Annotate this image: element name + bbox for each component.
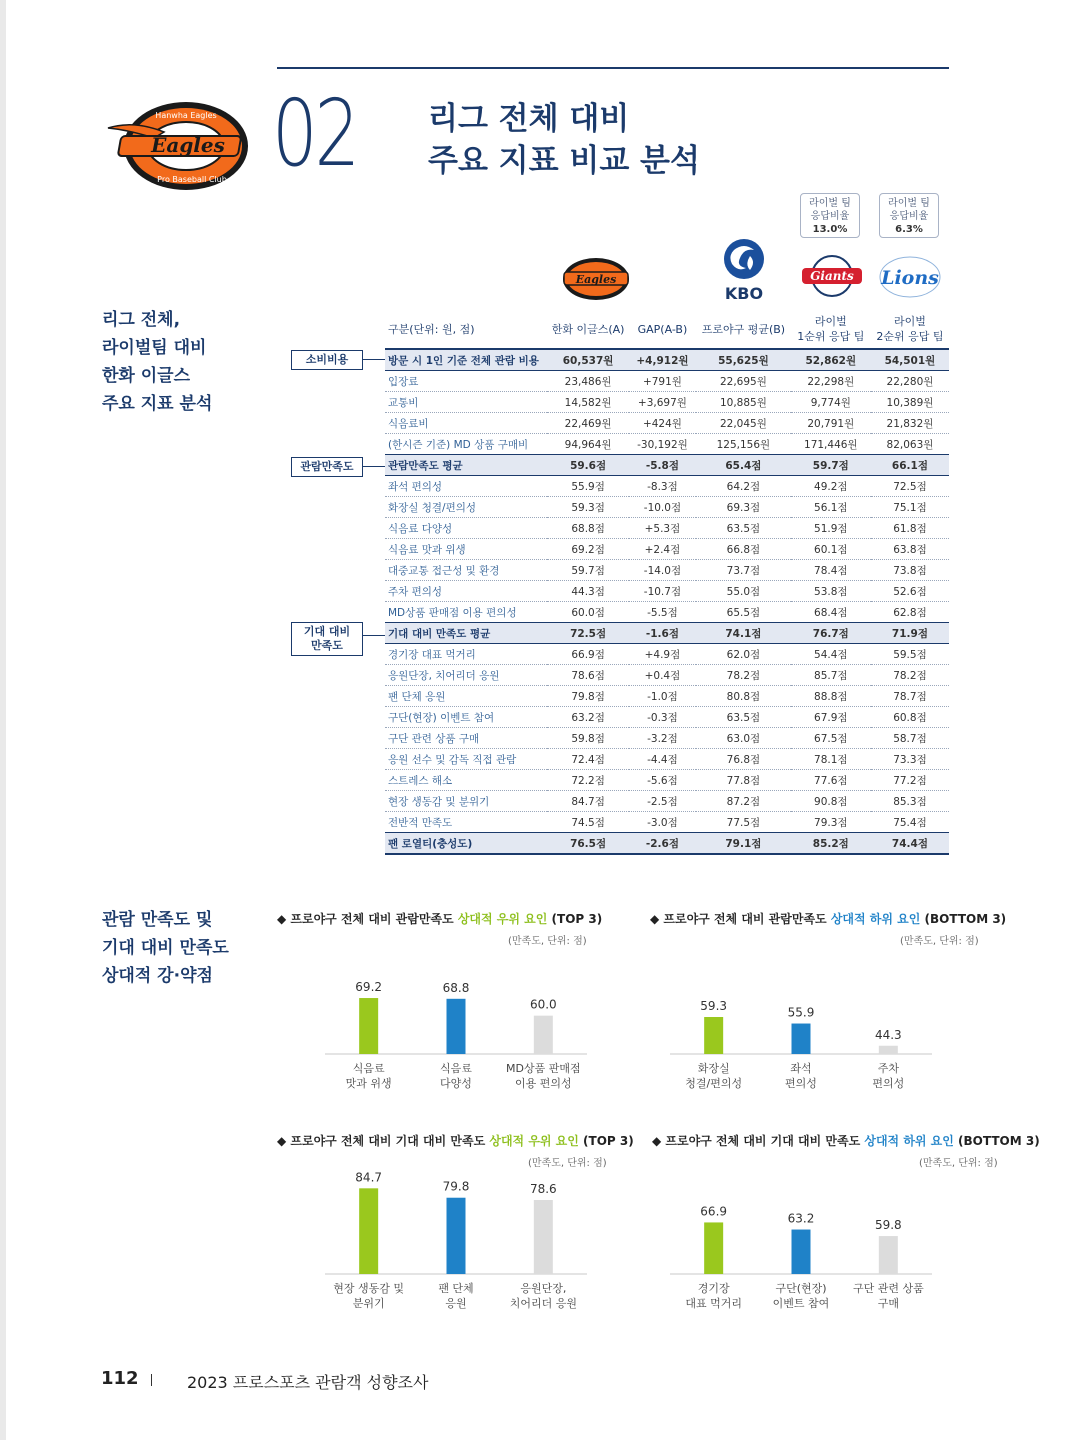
table-header-row bbox=[385, 310, 949, 349]
gap-value: +3,697원 bbox=[629, 392, 696, 413]
chart3-title bbox=[277, 1132, 634, 1149]
rival1-value: 85.7점 bbox=[791, 665, 871, 686]
chart-title-highlight: 상대적 하위 요인 bbox=[864, 1134, 954, 1148]
chart-bar bbox=[792, 1024, 811, 1054]
lions-logo-text: Lions bbox=[881, 267, 939, 289]
kbo-logo bbox=[716, 236, 772, 304]
rival2-response-line1: 라이벌 팀 bbox=[888, 198, 930, 209]
chart-value-label: 68.8 bbox=[442, 980, 470, 995]
table-row bbox=[385, 791, 949, 812]
hanwha-value: 55.9점 bbox=[547, 476, 628, 497]
chart-category-label: 식음료 맛과 위생 bbox=[345, 1062, 392, 1090]
table-header-league-avg: 프로야구 평균(B) bbox=[696, 310, 791, 349]
rival1-value: 85.2점 bbox=[791, 833, 871, 855]
rival2-value: 62.8점 bbox=[871, 602, 949, 623]
hanwha-value: 68.8점 bbox=[547, 518, 628, 539]
gap-value: -10.7점 bbox=[629, 581, 696, 602]
side-heading-line: 상대적 강·약점 bbox=[102, 966, 213, 986]
league-avg-value: 77.5점 bbox=[696, 812, 791, 833]
chart-value-label: 59.8 bbox=[874, 1218, 902, 1233]
side-heading-line: 한화 이글스 bbox=[102, 366, 191, 386]
chart2-svg bbox=[670, 950, 932, 1100]
league-avg-value: 73.7점 bbox=[696, 560, 791, 581]
gap-value: +5.3점 bbox=[629, 518, 696, 539]
chart1-title bbox=[277, 910, 602, 927]
rival1-value: 60.1점 bbox=[791, 539, 871, 560]
league-avg-value: 79.1점 bbox=[696, 833, 791, 855]
gap-value: -5.5점 bbox=[629, 602, 696, 623]
rival2-value: 85.3점 bbox=[871, 791, 949, 812]
table-row bbox=[385, 476, 949, 497]
chart-title-highlight: 상대적 하위 요인 bbox=[830, 912, 921, 926]
hanwha-value: 78.6점 bbox=[547, 665, 628, 686]
chart-bar bbox=[359, 1188, 378, 1274]
rival2-value: 22,280원 bbox=[871, 371, 949, 392]
chart2-unit: (만족도, 단위: 점) bbox=[900, 936, 979, 947]
league-avg-value: 66.8점 bbox=[696, 539, 791, 560]
gap-value: -3.2점 bbox=[629, 728, 696, 749]
league-avg-value: 63.0점 bbox=[696, 728, 791, 749]
row-label: 방문 시 1인 기준 전체 관람 비용 bbox=[385, 349, 547, 371]
logo-bottom-text: Pro Baseball Club bbox=[157, 175, 227, 184]
row-label: (한시즌 기준) MD 상품 구매비 bbox=[385, 434, 547, 455]
chart-category-label: 경기장 대표 먹거리 bbox=[685, 1282, 742, 1310]
row-label: MD상품 판매점 이용 편의성 bbox=[385, 602, 547, 623]
rival1-value: 22,298원 bbox=[791, 371, 871, 392]
chart2-title bbox=[650, 910, 1006, 927]
league-avg-value: 55.0점 bbox=[696, 581, 791, 602]
chart-bar bbox=[534, 1016, 553, 1054]
rival1-value: 88.8점 bbox=[791, 686, 871, 707]
table-row bbox=[385, 455, 949, 476]
table-row bbox=[385, 497, 949, 518]
section-title bbox=[428, 98, 700, 182]
league-avg-value: 78.2점 bbox=[696, 665, 791, 686]
chart-title-suffix: (BOTTOM 3) bbox=[920, 912, 1007, 926]
league-avg-value: 80.8점 bbox=[696, 686, 791, 707]
league-avg-value: 64.2점 bbox=[696, 476, 791, 497]
gap-value: -5.6점 bbox=[629, 770, 696, 791]
row-label: 좌석 편의성 bbox=[385, 476, 547, 497]
chart-category-label: 현장 생동감 및 분위기 bbox=[333, 1282, 405, 1310]
table-row bbox=[385, 833, 949, 855]
rival2-response-value: 6.3% bbox=[895, 224, 923, 235]
chart-bar bbox=[704, 1017, 723, 1054]
table-header-gap: GAP(A-B) bbox=[629, 310, 696, 349]
league-avg-value: 77.8점 bbox=[696, 770, 791, 791]
hanwha-value: 14,582원 bbox=[547, 392, 628, 413]
chart-category-label: 팬 단체 응원 bbox=[438, 1282, 474, 1310]
section-number: 02 bbox=[272, 80, 358, 187]
hanwha-value: 59.6점 bbox=[547, 455, 628, 476]
rival1-response-line1: 라이벌 팀 bbox=[809, 198, 851, 209]
rival1-value: 53.8점 bbox=[791, 581, 871, 602]
hanwha-value: 23,486원 bbox=[547, 371, 628, 392]
side-heading-line: 라이벌팀 대비 bbox=[102, 338, 207, 358]
rival1-value: 78.4점 bbox=[791, 560, 871, 581]
rival2-response-box bbox=[879, 193, 939, 238]
giants-logo-text: Giants bbox=[810, 269, 854, 283]
rival2-value: 77.2점 bbox=[871, 770, 949, 791]
publication-title: 2023 프로스포츠 관람객 성향조사 bbox=[187, 1373, 429, 1392]
chart-category-label: 구단(현장) 이벤트 참여 bbox=[772, 1282, 830, 1310]
league-avg-value: 63.5점 bbox=[696, 518, 791, 539]
chart-value-label: 44.3 bbox=[874, 1027, 902, 1042]
comparison-table bbox=[385, 310, 949, 855]
row-label: 화장실 청결/편의성 bbox=[385, 497, 547, 518]
chart-title-suffix: (BOTTOM 3) bbox=[953, 1134, 1040, 1148]
table-header-rival1: 라이벌 1순위 응답 팀 bbox=[791, 310, 871, 349]
rival1-value: 52,862원 bbox=[791, 349, 871, 371]
table-row bbox=[385, 623, 949, 644]
gap-value: +791원 bbox=[629, 371, 696, 392]
rival2-value: 73.3점 bbox=[871, 749, 949, 770]
table-row bbox=[385, 812, 949, 833]
rival2-value: 75.4점 bbox=[871, 812, 949, 833]
table-row bbox=[385, 392, 949, 413]
giants-logo bbox=[800, 254, 864, 300]
table-row bbox=[385, 434, 949, 455]
top-rule bbox=[277, 67, 949, 69]
table-row bbox=[385, 413, 949, 434]
rival2-value: 78.7점 bbox=[871, 686, 949, 707]
gap-value: +424원 bbox=[629, 413, 696, 434]
chart-bar bbox=[359, 998, 378, 1054]
gap-value: +4.9점 bbox=[629, 644, 696, 665]
rival1-value: 56.1점 bbox=[791, 497, 871, 518]
gap-value: -3.0점 bbox=[629, 812, 696, 833]
hanwha-value: 60,537원 bbox=[547, 349, 628, 371]
league-avg-value: 65.5점 bbox=[696, 602, 791, 623]
table-row bbox=[385, 602, 949, 623]
league-avg-value: 87.2점 bbox=[696, 791, 791, 812]
gap-value: -10.0점 bbox=[629, 497, 696, 518]
hanwha-value: 69.2점 bbox=[547, 539, 628, 560]
chart-value-label: 63.2 bbox=[787, 1211, 815, 1226]
rival2-value: 78.2점 bbox=[871, 665, 949, 686]
table-header-rival2: 라이벌 2순위 응답 팀 bbox=[871, 310, 949, 349]
chart-category-label: MD상품 판매점 이용 편의성 bbox=[506, 1062, 581, 1090]
hanwha-value: 72.5점 bbox=[547, 623, 628, 644]
row-label: 식음료 맛과 위생 bbox=[385, 539, 547, 560]
chart3-unit: (만족도, 단위: 점) bbox=[528, 1158, 607, 1169]
rival1-value: 171,446원 bbox=[791, 434, 871, 455]
table-row bbox=[385, 770, 949, 791]
table-row bbox=[385, 665, 949, 686]
chart4-svg bbox=[670, 1170, 932, 1320]
category-tag-expectation: 기대 대비 만족도 bbox=[291, 622, 363, 656]
chart-category-label: 화장실 청결/편의성 bbox=[685, 1062, 743, 1090]
chart-bar bbox=[447, 1198, 466, 1274]
league-avg-value: 63.5점 bbox=[696, 707, 791, 728]
rival2-value: 73.8점 bbox=[871, 560, 949, 581]
row-label: 전반적 만족도 bbox=[385, 812, 547, 833]
table-row bbox=[385, 539, 949, 560]
category-tag-satisfaction: 관람만족도 bbox=[291, 457, 363, 477]
rival2-value: 21,832원 bbox=[871, 413, 949, 434]
table-header-category: 구분(단위: 원, 점) bbox=[385, 310, 547, 349]
row-label: 교통비 bbox=[385, 392, 547, 413]
league-avg-value: 62.0점 bbox=[696, 644, 791, 665]
row-label: 응원단장, 치어리더 응원 bbox=[385, 665, 547, 686]
table-row bbox=[385, 686, 949, 707]
side-heading-charts bbox=[102, 906, 229, 990]
row-label: 경기장 대표 먹거리 bbox=[385, 644, 547, 665]
rival1-value: 67.9점 bbox=[791, 707, 871, 728]
hanwha-value: 72.4점 bbox=[547, 749, 628, 770]
chart-title-prefix: ◆ 프로야구 전체 대비 기대 대비 만족도 bbox=[277, 1134, 490, 1148]
gap-value: +2.4점 bbox=[629, 539, 696, 560]
gap-value: -30,192원 bbox=[629, 434, 696, 455]
page-number: 112 bbox=[101, 1368, 139, 1389]
chart-category-label: 좌석 편의성 bbox=[785, 1062, 817, 1090]
table-header-hanwha: 한화 이글스(A) bbox=[547, 310, 628, 349]
rival1-response-line2: 응답비율 bbox=[810, 211, 850, 222]
rival2-value: 72.5점 bbox=[871, 476, 949, 497]
gap-value: +0.4점 bbox=[629, 665, 696, 686]
lions-logo bbox=[876, 254, 944, 300]
rival2-value: 52.6점 bbox=[871, 581, 949, 602]
league-avg-value: 55,625원 bbox=[696, 349, 791, 371]
table-row bbox=[385, 749, 949, 770]
hanwha-value: 22,469원 bbox=[547, 413, 628, 434]
rival2-value: 59.5점 bbox=[871, 644, 949, 665]
league-avg-value: 22,045원 bbox=[696, 413, 791, 434]
chart-category-label: 응원단장, 치어리더 응원 bbox=[509, 1282, 577, 1310]
chart1-unit: (만족도, 단위: 점) bbox=[508, 936, 587, 947]
rival1-value: 51.9점 bbox=[791, 518, 871, 539]
rival1-value: 54.4점 bbox=[791, 644, 871, 665]
table-row bbox=[385, 728, 949, 749]
chart1-svg bbox=[325, 950, 587, 1100]
rival2-value: 60.8점 bbox=[871, 707, 949, 728]
chart-title-prefix: ◆ 프로야구 전체 대비 기대 대비 만족도 bbox=[652, 1134, 865, 1148]
side-heading-line: 주요 지표 분석 bbox=[102, 394, 213, 414]
logo-top-text: Hanwha Eagles bbox=[155, 111, 217, 120]
chart-value-label: 55.9 bbox=[787, 1005, 815, 1020]
row-label: 식음료비 bbox=[385, 413, 547, 434]
chart-category-label: 식음료 다양성 bbox=[440, 1062, 472, 1090]
rival2-value: 61.8점 bbox=[871, 518, 949, 539]
eagles-team-logo bbox=[558, 256, 634, 302]
rival2-value: 82,063원 bbox=[871, 434, 949, 455]
row-label: 구단(현장) 이벤트 참여 bbox=[385, 707, 547, 728]
row-label: 입장료 bbox=[385, 371, 547, 392]
rival2-value: 71.9점 bbox=[871, 623, 949, 644]
page-edge bbox=[0, 0, 6, 1440]
chart-title-highlight: 상대적 우위 요인 bbox=[489, 1134, 579, 1148]
league-avg-value: 76.8점 bbox=[696, 749, 791, 770]
hanwha-value: 74.5점 bbox=[547, 812, 628, 833]
gap-value: -1.6점 bbox=[629, 623, 696, 644]
row-label: 기대 대비 만족도 평균 bbox=[385, 623, 547, 644]
rival2-value: 10,389원 bbox=[871, 392, 949, 413]
table-row bbox=[385, 371, 949, 392]
eagles-logo bbox=[104, 98, 254, 194]
rival1-value: 68.4점 bbox=[791, 602, 871, 623]
side-heading-line: 관람 만족도 및 bbox=[102, 910, 213, 930]
hanwha-value: 44.3점 bbox=[547, 581, 628, 602]
chart-category-label: 구단 관련 상품 구매 bbox=[852, 1282, 924, 1310]
league-avg-value: 22,695원 bbox=[696, 371, 791, 392]
chart4-unit: (만족도, 단위: 점) bbox=[919, 1158, 998, 1169]
eagles-team-logo-text: Eagles bbox=[575, 273, 617, 286]
rival2-value: 74.4점 bbox=[871, 833, 949, 855]
chart-bar bbox=[879, 1046, 898, 1054]
rival1-value: 49.2점 bbox=[791, 476, 871, 497]
row-label: 스트레스 해소 bbox=[385, 770, 547, 791]
league-avg-value: 125,156원 bbox=[696, 434, 791, 455]
row-label: 관람만족도 평균 bbox=[385, 455, 547, 476]
table-row bbox=[385, 581, 949, 602]
hanwha-value: 72.2점 bbox=[547, 770, 628, 791]
rival1-value: 78.1점 bbox=[791, 749, 871, 770]
chart-value-label: 69.2 bbox=[355, 980, 383, 995]
rival2-value: 58.7점 bbox=[871, 728, 949, 749]
row-label: 팬 로열티(충성도) bbox=[385, 833, 547, 855]
gap-value: +4,912원 bbox=[629, 349, 696, 371]
rival1-value: 9,774원 bbox=[791, 392, 871, 413]
hanwha-value: 60.0점 bbox=[547, 602, 628, 623]
hanwha-value: 59.3점 bbox=[547, 497, 628, 518]
section-title-line1: 리그 전체 대비 bbox=[428, 101, 630, 137]
rival1-value: 79.3점 bbox=[791, 812, 871, 833]
rival1-value: 20,791원 bbox=[791, 413, 871, 434]
gap-value: -2.5점 bbox=[629, 791, 696, 812]
kbo-logo-text: KBO bbox=[724, 284, 764, 303]
chart-bar bbox=[792, 1230, 811, 1274]
logo-main-text: Eagles bbox=[151, 133, 225, 157]
gap-value: -14.0점 bbox=[629, 560, 696, 581]
league-avg-value: 74.1점 bbox=[696, 623, 791, 644]
rival2-value: 66.1점 bbox=[871, 455, 949, 476]
chart-category-label: 주차 편의성 bbox=[872, 1062, 905, 1090]
rival2-value: 63.8점 bbox=[871, 539, 949, 560]
rival1-response-value: 13.0% bbox=[812, 224, 848, 235]
chart-title-suffix: (TOP 3) bbox=[547, 912, 603, 926]
row-label: 현장 생동감 및 분위기 bbox=[385, 791, 547, 812]
table-row bbox=[385, 707, 949, 728]
gap-value: -4.4점 bbox=[629, 749, 696, 770]
chart-bar bbox=[879, 1236, 898, 1274]
chart-title-prefix: ◆ 프로야구 전체 대비 관람만족도 bbox=[650, 912, 831, 926]
footer-divider bbox=[151, 1374, 152, 1386]
hanwha-value: 94,964원 bbox=[547, 434, 628, 455]
rival2-response-line2: 응답비율 bbox=[889, 211, 929, 222]
gap-value: -1.0점 bbox=[629, 686, 696, 707]
hanwha-value: 63.2점 bbox=[547, 707, 628, 728]
hanwha-value: 59.7점 bbox=[547, 560, 628, 581]
chart-value-label: 78.6 bbox=[529, 1182, 557, 1197]
chart-bar bbox=[447, 999, 466, 1054]
chart3-svg bbox=[325, 1170, 587, 1320]
row-label: 구단 관련 상품 구매 bbox=[385, 728, 547, 749]
row-label: 주차 편의성 bbox=[385, 581, 547, 602]
league-avg-value: 69.3점 bbox=[696, 497, 791, 518]
chart-bar bbox=[704, 1222, 723, 1274]
chart-bar bbox=[534, 1200, 553, 1274]
row-label: 응원 선수 및 감독 직접 관람 bbox=[385, 749, 547, 770]
gap-value: -5.8점 bbox=[629, 455, 696, 476]
row-label: 팬 단체 응원 bbox=[385, 686, 547, 707]
chart-value-label: 84.7 bbox=[355, 1170, 383, 1185]
side-heading-table bbox=[102, 306, 212, 418]
side-heading-line: 기대 대비 만족도 bbox=[102, 938, 229, 958]
rival2-value: 75.1점 bbox=[871, 497, 949, 518]
hanwha-value: 76.5점 bbox=[547, 833, 628, 855]
gap-value: -2.6점 bbox=[629, 833, 696, 855]
table-row bbox=[385, 560, 949, 581]
table-body bbox=[385, 349, 949, 854]
league-avg-value: 65.4점 bbox=[696, 455, 791, 476]
table-row bbox=[385, 349, 949, 371]
rival1-value: 76.7점 bbox=[791, 623, 871, 644]
league-avg-value: 10,885원 bbox=[696, 392, 791, 413]
rival2-value: 54,501원 bbox=[871, 349, 949, 371]
hanwha-value: 84.7점 bbox=[547, 791, 628, 812]
rival1-value: 90.8점 bbox=[791, 791, 871, 812]
table-row bbox=[385, 518, 949, 539]
category-tag-cost: 소비비용 bbox=[291, 350, 363, 370]
row-label: 대중교통 접근성 및 환경 bbox=[385, 560, 547, 581]
row-label: 식음료 다양성 bbox=[385, 518, 547, 539]
hanwha-value: 59.8점 bbox=[547, 728, 628, 749]
side-heading-line: 리그 전체, bbox=[102, 310, 181, 330]
section-title-line2: 주요 지표 비교 분석 bbox=[428, 143, 700, 179]
hanwha-value: 66.9점 bbox=[547, 644, 628, 665]
chart-value-label: 59.3 bbox=[700, 999, 728, 1014]
chart-title-suffix: (TOP 3) bbox=[578, 1134, 634, 1148]
gap-value: -8.3점 bbox=[629, 476, 696, 497]
gap-value: -0.3점 bbox=[629, 707, 696, 728]
chart-value-label: 66.9 bbox=[700, 1204, 728, 1219]
table-row bbox=[385, 644, 949, 665]
chart-title-highlight: 상대적 우위 요인 bbox=[457, 912, 548, 926]
rival1-value: 77.6점 bbox=[791, 770, 871, 791]
chart-title-prefix: ◆ 프로야구 전체 대비 관람만족도 bbox=[277, 912, 458, 926]
chart-value-label: 60.0 bbox=[529, 997, 557, 1012]
chart-value-label: 79.8 bbox=[442, 1179, 470, 1194]
rival1-response-box bbox=[800, 193, 860, 238]
rival1-value: 67.5점 bbox=[791, 728, 871, 749]
rival1-value: 59.7점 bbox=[791, 455, 871, 476]
hanwha-value: 79.8점 bbox=[547, 686, 628, 707]
chart4-title bbox=[652, 1132, 1040, 1149]
